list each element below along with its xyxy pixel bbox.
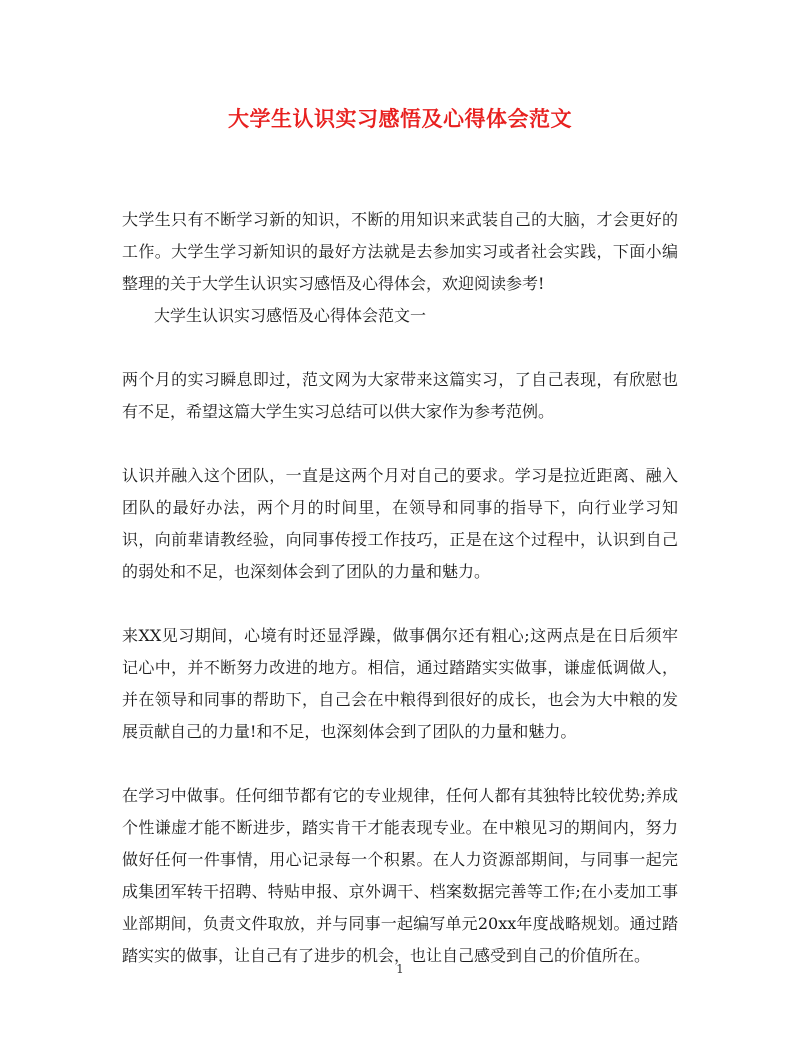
paragraph-spacer [122,428,678,460]
paragraph-spacer [122,588,678,620]
section-heading: 大学生认识实习感悟及心得体会范文一 [154,306,427,325]
body-paragraph: 两个月的实习瞬息即过，范文网为大家带来这篇实习，了自己表现，有欣慰也有不足，希望这篇大学生实习总结可以供大家作为参考范例。 [122,370,678,421]
body-paragraph: 认识并融入这个团队，一直是这两个月对自己的要求。学习是拉近距离、融入团队的最好办法，两个月的时间里，在领导和同事的指导下，向行业学习知识，向前辈请教经验，向同事传授工作技巧，正是在这个过程中，认识到自己的弱处和不足，也深刻体会到了团队的力量和魅力。 [122,466,678,581]
body-paragraph: 来XX见习期间，心境有时还显浮躁，做事偶尔还有粗心;这两点是在日后须牢记心中，并不断努力改进的地方。相信，通过踏踏实实做事，谦虚低调做人，并在领导和同事的帮助下，自己会在中粮得到很好的成长，也会为大中粮的发展贡献自己的力量!和不足，也深刻体会到了团队的力量和魅力。 [122,626,678,741]
document-body [122,204,678,972]
page-number: 1 [396,962,404,976]
paragraph-spacer [122,332,678,364]
document-title: 大学生认识实习感悟及心得体会范文 [228,106,572,131]
body-paragraph: 在学习中做事。任何细节都有它的专业规律，任何人都有其独特比较优势;养成个性谦虚才能不断进步，踏实肯干才能表现专业。在中粮见习的期间内，努力做好任何一件事情，用心记录每一个积累。在人力资源部期间，与同事一起完成集团军转干招聘、特贴申报、京外调干、档案数据完善等工作;在小麦加工事业部期间，负责文件取放，并与同事一起编写单元20xx年度战略规划。通过踏踏实实的做事，让自己有了进步的机会，也让自己感受到自己的价值所在。 [122,786,678,965]
paragraph-spacer [122,748,678,780]
intro-paragraph: 大学生只有不断学习新的知识，不断的用知识来武装自己的大脑，才会更好的工作。大学生学习新知识的最好方法就是去参加实习或者社会实践，下面小编整理的关于大学生认识实习感悟及心得体会，欢迎阅读参考! [122,210,678,293]
